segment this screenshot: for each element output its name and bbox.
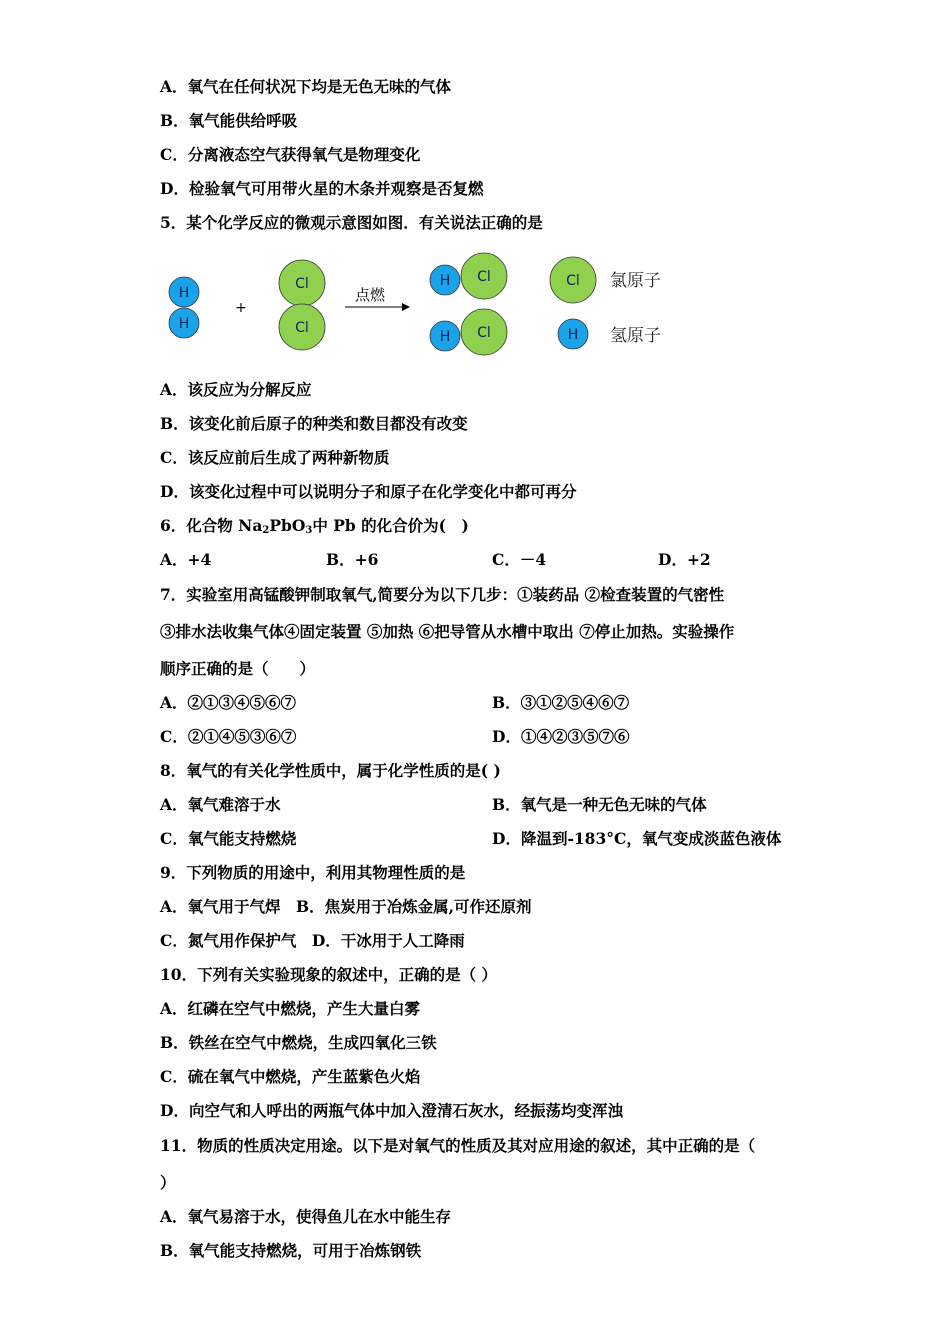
q6-option-b: B．+6	[326, 550, 379, 569]
q5-option-d: D．该变化过程中可以说明分子和原子在化学变化中都可再分	[160, 482, 577, 501]
reaction-condition: 点燃	[354, 286, 386, 304]
q7-stem-line3: 顺序正确的是（ ）	[160, 659, 316, 678]
legend-h-label: 氢原子	[610, 326, 661, 346]
q9-options-cd: C．氮气用作保护气 D．干冰用于人工降雨	[160, 931, 465, 950]
reaction-diagram	[150, 246, 710, 362]
q4-option-d: D．检验氧气可用带火星的木条并观察是否复燃	[160, 179, 484, 198]
q10-option-b: B．铁丝在空气中燃烧，生成四氧化三铁	[160, 1033, 437, 1052]
q5-option-a: A．该反应为分解反应	[160, 380, 312, 399]
q5-option-c: C．该反应前后生成了两种新物质	[160, 448, 390, 467]
q11-option-b: B．氧气能支持燃烧，可用于冶炼钢铁	[160, 1241, 422, 1260]
legend-cl-label: 氯原子	[610, 271, 661, 291]
hcl-molecule	[430, 253, 507, 299]
q11-stem-line1: 11．物质的性质决定用途。以下是对氧气的性质及其对应用途的叙述，其中正确的是（	[160, 1136, 756, 1155]
q8-option-d: D．降温到-183°C，氧气变成淡蓝色液体	[492, 829, 782, 848]
q7-option-b: B．③①②⑤④⑥⑦	[492, 693, 630, 712]
q4-option-b: B．氧气能供给呼吸	[160, 111, 298, 130]
q5-stem: 5．某个化学反应的微观示意图如图．有关说法正确的是	[160, 213, 543, 232]
q7-option-a: A．②①③④⑤⑥⑦	[160, 693, 297, 712]
q7-stem-line1: 7．实验室用高锰酸钾制取氧气,简要分为以下几步：①装药品 ②检查装置的气密性	[160, 585, 725, 604]
q10-option-d: D．向空气和人呼出的两瓶气体中加入澄清石灰水，经振荡均变浑浊	[160, 1101, 623, 1120]
q10-option-a: A．红磷在空气中燃烧，产生大量白雾	[160, 999, 421, 1018]
q7-option-d: D．①④②③⑤⑦⑥	[492, 727, 630, 746]
h-atom-label: H	[439, 329, 451, 345]
q8-stem: 8．氧气的有关化学性质中，属于化学性质的是( )	[160, 761, 501, 780]
q4-option-a: A．氧气在任何状况下均是无色无味的气体	[160, 77, 452, 96]
cl-atom-label: Cl	[566, 273, 580, 289]
reaction-arrow	[345, 286, 410, 311]
q6-option-a: A．+4	[160, 550, 212, 569]
q8-option-c: C．氧气能支持燃烧	[160, 829, 297, 848]
q5-option-b: B．该变化前后原子的种类和数目都没有改变	[160, 414, 468, 433]
cl-atom-label: Cl	[295, 276, 309, 292]
h-atom-label: H	[567, 327, 579, 343]
q11-option-a: A．氧气易溶于水，使得鱼儿在水中能生存	[160, 1207, 452, 1226]
q6-stem: 6．化合物 $Na_2PbO_3$中 Pb 的化合价为( )	[160, 516, 469, 536]
q10-option-c: C．硫在氧气中燃烧，产生蓝紫色火焰	[160, 1067, 421, 1086]
q8-option-b: B．氧气是一种无色无味的气体	[492, 795, 707, 814]
q4-option-c: C．分离液态空气获得氧气是物理变化	[160, 145, 421, 164]
hcl-molecule	[430, 309, 507, 355]
q10-stem: 10．下列有关实验现象的叙述中，正确的是（ ）	[160, 965, 497, 984]
cl-atom-label: Cl	[295, 320, 309, 336]
h-atom-label: H	[439, 273, 451, 289]
cl-atom-label: Cl	[477, 325, 491, 341]
q7-stem-line2: ③排水法收集气体④固定装置 ⑤加热 ⑥把导管从水槽中取出 ⑦停止加热。实验操作	[160, 622, 735, 641]
h-atom-label: H	[178, 316, 190, 332]
legend	[550, 257, 661, 349]
q6-option-c: C．－4	[492, 550, 547, 569]
q8-option-a: A．氧气难溶于水	[160, 795, 281, 814]
q9-stem: 9．下列物质的用途中，利用其物理性质的是	[160, 863, 466, 882]
q9-options-ab: A．氧气用于气焊 B．焦炭用于冶炼金属,可作还原剂	[160, 897, 532, 916]
plus-sign: +	[235, 300, 247, 316]
q7-option-c: C．②①④⑤③⑥⑦	[160, 727, 297, 746]
h-atom-label: H	[178, 285, 190, 301]
h2-molecule	[169, 277, 199, 338]
cl2-molecule	[279, 260, 325, 350]
cl-atom-label: Cl	[477, 269, 491, 285]
q6-option-d: D．+2	[658, 550, 711, 569]
q11-stem-line2: ）	[160, 1173, 176, 1192]
